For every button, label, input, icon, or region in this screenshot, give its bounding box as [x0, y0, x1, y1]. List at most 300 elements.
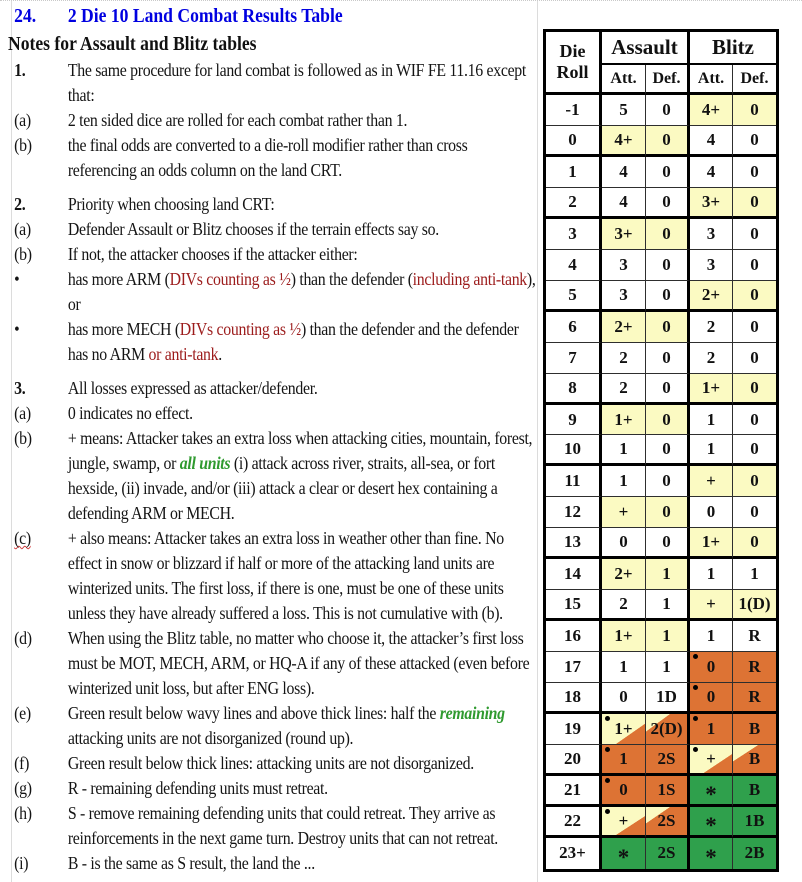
result-value: 4: [619, 191, 628, 211]
blitz-def-cell: [733, 714, 776, 745]
assault-def-cell: [646, 528, 690, 559]
result-value: 0: [662, 471, 671, 491]
result-value: 2+: [614, 564, 633, 584]
header-assault-def: Def.: [646, 65, 690, 95]
assault-def-cell: [646, 652, 690, 683]
result-value: 2S: [657, 748, 676, 768]
result-value: 2: [619, 594, 628, 614]
blitz-def-cell: [733, 219, 776, 250]
note-text: [68, 626, 536, 701]
blitz-att-cell: [690, 497, 733, 528]
note-plain-text: When using the Blitz table, no matter who choose it, the attacker’s first loss must be MOT, MECH, ARM, or HQ-A if any of these attacked (even before winterized unit loss, but after ENG loss).: [67, 628, 530, 698]
note-label: (b): [14, 428, 32, 448]
note-row: [8, 751, 536, 776]
die-roll-cell: 4: [546, 250, 602, 281]
assault-att-cell: [602, 157, 646, 188]
result-value: R: [748, 626, 761, 646]
die-roll-cell: 12: [546, 497, 602, 528]
assault-def-cell: [646, 188, 690, 219]
result-value: 2+: [614, 316, 633, 336]
result-value: 4+: [614, 129, 633, 149]
assault-def-cell: [646, 126, 690, 157]
assault-def-cell: [646, 219, 690, 250]
result-value: 1: [750, 564, 759, 584]
note-highlight-text: including anti-tank: [412, 269, 527, 289]
blitz-def-cell: [733, 188, 776, 219]
blitz-def-cell: [733, 590, 776, 621]
note-label: (d): [14, 628, 32, 648]
note-text: [68, 317, 536, 367]
assault-att-cell: [602, 281, 646, 312]
result-value: 1+: [614, 626, 633, 646]
blitz-def-cell: [733, 435, 776, 466]
result-value: 1: [706, 719, 716, 739]
result-value: 0: [662, 439, 671, 459]
assault-att-cell: [602, 188, 646, 219]
note-row: [8, 108, 536, 133]
note-text: [68, 851, 536, 876]
die-roll-cell: 18: [546, 683, 602, 714]
result-value: 0: [662, 347, 671, 367]
assault-def-cell: [646, 745, 690, 776]
assault-att-cell: [602, 683, 646, 714]
note-label: (a): [14, 403, 31, 423]
notes-list: [8, 58, 536, 876]
assault-att-cell: [602, 838, 646, 869]
blitz-att-cell: [690, 281, 733, 312]
note-text: [68, 701, 536, 751]
result-value: 0: [750, 502, 759, 522]
die-roll-cell: 16: [546, 621, 602, 652]
assault-att-cell: [602, 528, 646, 559]
result-value: 2: [619, 347, 628, 367]
note-plain-text: 2 ten sided dice are rolled for each combat rather than 1.: [67, 110, 408, 130]
note-plain-text: If not, the attacker chooses if the attacker either:: [67, 244, 358, 264]
result-value: 4: [706, 129, 716, 149]
assault-def-cell: [646, 621, 690, 652]
note-text: [68, 108, 536, 133]
result-value: 0: [662, 409, 671, 429]
note-text: [68, 401, 536, 426]
blitz-def-cell: [733, 374, 776, 405]
note-row: [8, 701, 536, 751]
note-text: [68, 426, 536, 526]
black-dot-marker: [693, 654, 698, 659]
die-roll-cell: 2: [546, 188, 602, 219]
blitz-def-cell: [733, 683, 776, 714]
result-value: 1+: [614, 719, 633, 739]
result-value: B: [748, 719, 761, 739]
blitz-att-cell: [690, 714, 733, 745]
result-value: 2: [619, 377, 628, 397]
header-assault-att: Att.: [602, 65, 646, 95]
note-highlight-text: remaining: [439, 703, 505, 723]
result-value: 2S: [657, 843, 676, 863]
note-row: [8, 801, 536, 851]
note-text: [68, 801, 536, 851]
result-value: *: [617, 845, 630, 871]
result-value: 0: [662, 502, 671, 522]
result-value: 0: [662, 223, 671, 243]
result-value: 0: [750, 471, 759, 491]
note-plain-text: .: [218, 344, 222, 364]
header-die-roll: [546, 32, 602, 95]
assault-att-cell: [602, 374, 646, 405]
note-label: (b): [14, 244, 32, 264]
blitz-def-cell: [733, 343, 776, 374]
note-plain-text: 0 indicates no effect.: [67, 403, 193, 423]
assault-att-cell: [602, 250, 646, 281]
note-plain-text: ) than the defender and the defender has no ARM: [67, 319, 519, 364]
assault-att-cell: [602, 776, 646, 807]
black-dot-marker: [605, 778, 610, 783]
assault-att-cell: [602, 559, 646, 590]
notes-subtitle: Notes for Assault and Blitz tables: [8, 33, 257, 55]
black-dot-marker: [693, 747, 698, 752]
result-value: +: [618, 810, 629, 830]
note-label: 3.: [14, 378, 26, 398]
result-value: 2B: [744, 843, 765, 863]
die-roll-cell: -1: [546, 95, 602, 126]
note-row: [8, 526, 536, 626]
note-plain-text: Green result below thick lines: attacking units are not disorganized.: [67, 753, 474, 773]
result-value: 0: [662, 99, 671, 119]
result-value: 0: [662, 377, 671, 397]
blitz-att-cell: [690, 435, 733, 466]
note-plain-text: Defender Assault or Blitz chooses if the terrain effects say so.: [67, 219, 439, 239]
result-value: 0: [662, 284, 671, 304]
result-value: 2+: [701, 284, 721, 304]
note-text: [68, 751, 536, 776]
blitz-att-cell: [690, 559, 733, 590]
die-roll-cell: 11: [546, 466, 602, 497]
note-label: (b): [14, 135, 32, 155]
die-roll-cell: 19: [546, 714, 602, 745]
assault-def-cell: [646, 683, 690, 714]
die-roll-cell: 20: [546, 745, 602, 776]
assault-def-cell: [646, 281, 690, 312]
note-label: (a): [14, 219, 31, 239]
assault-att-cell: [602, 466, 646, 497]
result-value: *: [705, 812, 717, 838]
result-value: 0: [619, 687, 628, 707]
section-number: 24.: [14, 5, 37, 27]
result-value: 0: [750, 99, 759, 119]
result-value: 1: [662, 657, 671, 677]
blitz-def-cell: [733, 621, 776, 652]
assault-def-cell: [646, 559, 690, 590]
blitz-att-cell: [690, 838, 733, 869]
result-value: 1+: [701, 532, 721, 552]
note-row: [8, 217, 536, 242]
result-value: *: [705, 845, 717, 871]
note-text: [68, 242, 536, 267]
blitz-def-cell: [733, 776, 776, 807]
note-plain-text: + means: Attacker takes an extra loss when attacking cities, mountain, forest, jungle, swamp, or: [67, 428, 533, 473]
page-title-text: 2 Die 10 Land Combat Results Table: [67, 5, 343, 27]
die-roll-cell: 10: [546, 435, 602, 466]
black-dot-marker: [605, 716, 610, 721]
note-row: [8, 317, 536, 367]
note-row: [8, 401, 536, 426]
blitz-def-cell: [733, 405, 776, 436]
result-value: 1: [619, 471, 628, 491]
assault-def-cell: [646, 807, 690, 838]
die-roll-cell: 3: [546, 219, 602, 250]
die-roll-cell: 5: [546, 281, 602, 312]
result-value: 1: [619, 748, 628, 768]
blitz-att-cell: [690, 188, 733, 219]
result-value: R: [748, 687, 761, 707]
die-roll-cell: 22: [546, 807, 602, 838]
assault-def-cell: [646, 714, 690, 745]
note-row: [8, 242, 536, 267]
result-value: +: [706, 471, 716, 491]
note-plain-text: has more ARM (: [67, 269, 170, 289]
note-plain-text: ) than the defender (: [290, 269, 413, 289]
result-value: 1B: [744, 810, 765, 830]
result-value: 1: [619, 439, 628, 459]
note-row: [8, 776, 536, 801]
blitz-def-cell: [733, 95, 776, 126]
margin-guide-line: [537, 1, 538, 882]
blitz-att-cell: [690, 219, 733, 250]
note-text: [68, 192, 536, 217]
blitz-att-cell: [690, 652, 733, 683]
assault-def-cell: [646, 776, 690, 807]
blitz-att-cell: [690, 590, 733, 621]
note-text: [68, 58, 536, 108]
note-row: [8, 267, 536, 317]
note-plain-text: S - remove remaining defending units that could retreat. They arrive as reinforcements in the next game turn. Destroy units that can not retreat.: [67, 803, 498, 848]
result-value: 2: [706, 316, 716, 336]
result-value: 0: [750, 409, 759, 429]
note-label: (h): [14, 803, 32, 823]
notes-column: [8, 3, 536, 876]
note-text: [68, 217, 536, 242]
result-value: 1: [706, 564, 716, 584]
result-value: 0: [750, 129, 759, 149]
result-value: *: [705, 781, 717, 807]
blitz-att-cell: [690, 405, 733, 436]
result-value: 0: [750, 532, 759, 552]
blitz-att-cell: [690, 157, 733, 188]
header-blitz-def: Def.: [733, 65, 776, 95]
result-value: 3+: [614, 223, 633, 243]
result-value: 0: [662, 532, 671, 552]
result-value: 3+: [701, 191, 721, 211]
result-value: 1S: [657, 779, 676, 799]
result-value: B: [748, 779, 761, 799]
die-roll-cell: 0: [546, 126, 602, 157]
die-roll-cell: 7: [546, 343, 602, 374]
result-value: 1(D): [738, 594, 771, 614]
note-plain-text: Green result below wavy lines and above thick lines: half the: [67, 703, 440, 723]
page-title: [8, 3, 536, 30]
assault-att-cell: [602, 590, 646, 621]
assault-att-cell: [602, 621, 646, 652]
note-label: (a): [14, 110, 31, 130]
note-highlight-text: or anti-tank: [148, 344, 219, 364]
assault-att-cell: [602, 807, 646, 838]
result-value: 0: [706, 687, 716, 707]
note-plain-text: + also means: Attacker takes an extra loss in weather other than fine. No effect in snow or blizzard if half or more of the attacking land units are winterized units. The first loss, if there is one, must be one of these units unless they have already suffered a loss. This is not cumulative with (b).: [67, 528, 504, 623]
header-die-roll-line: Roll: [556, 62, 589, 82]
header-assault: Assault: [602, 32, 690, 65]
note-text: [68, 267, 536, 317]
note-row: [8, 192, 536, 217]
assault-def-cell: [646, 95, 690, 126]
blitz-att-cell: [690, 745, 733, 776]
assault-att-cell: [602, 714, 646, 745]
result-value: +: [706, 748, 716, 768]
assault-def-cell: [646, 250, 690, 281]
note-label: •: [14, 319, 20, 339]
note-highlight-text: DIVs counting as ½: [179, 319, 301, 339]
result-value: 3: [706, 254, 716, 274]
result-value: R: [748, 657, 761, 677]
note-label: 2.: [14, 194, 26, 214]
note-plain-text: B - is the same as S result, the land the ...: [67, 853, 315, 873]
black-dot-marker: [693, 685, 698, 690]
note-text: [68, 776, 536, 801]
blitz-att-cell: [690, 528, 733, 559]
note-label: (g): [14, 778, 32, 798]
note-label: (e): [14, 703, 31, 723]
result-value: 4+: [701, 99, 721, 119]
blitz-att-cell: [690, 343, 733, 374]
assault-def-cell: [646, 435, 690, 466]
note-plain-text: (i) attack across river, straits, all-sea, or fort hexside, (ii) invade, and/or (iii) attack a clear or desert hex containing a defending ARM or MECH.: [67, 453, 498, 523]
blitz-att-cell: [690, 95, 733, 126]
note-plain-text: The same procedure for land combat is followed as in WIF FE 11.16 except that:: [67, 60, 527, 105]
die-roll-cell: 21: [546, 776, 602, 807]
blitz-def-cell: [733, 652, 776, 683]
blitz-def-cell: [733, 126, 776, 157]
result-value: 5: [619, 99, 628, 119]
result-value: 1: [662, 626, 671, 646]
assault-att-cell: [602, 405, 646, 436]
assault-def-cell: [646, 157, 690, 188]
die-roll-cell: 15: [546, 590, 602, 621]
blitz-att-cell: [690, 250, 733, 281]
blitz-att-cell: [690, 807, 733, 838]
note-label: •: [14, 269, 20, 289]
header-die-roll-line: Die: [559, 41, 586, 62]
note-row: [8, 426, 536, 526]
assault-def-cell: [646, 466, 690, 497]
result-value: 0: [662, 161, 671, 181]
die-roll-cell: 1: [546, 157, 602, 188]
note-row: [8, 626, 536, 701]
blitz-def-cell: [733, 312, 776, 343]
note-label: (c): [14, 528, 31, 548]
result-value: 1: [706, 439, 716, 459]
assault-def-cell: [646, 374, 690, 405]
result-value: 1: [706, 409, 716, 429]
result-value: 0: [750, 161, 759, 181]
assault-def-cell: [646, 343, 690, 374]
note-label: (i): [14, 853, 29, 873]
black-dot-marker: [693, 716, 698, 721]
result-value: 0: [750, 284, 759, 304]
result-value: 1: [619, 657, 628, 677]
blitz-def-cell: [733, 528, 776, 559]
result-value: 2S: [657, 810, 676, 830]
blitz-def-cell: [733, 745, 776, 776]
result-value: 0: [706, 657, 716, 677]
note-plain-text: Priority when choosing land CRT:: [67, 194, 275, 214]
blitz-def-cell: [733, 497, 776, 528]
result-value: 0: [662, 129, 671, 149]
assault-att-cell: [602, 745, 646, 776]
result-value: 1+: [701, 377, 721, 397]
die-roll-cell: 17: [546, 652, 602, 683]
result-value: 3: [619, 254, 628, 274]
header-blitz: Blitz: [690, 32, 776, 65]
die-roll-cell: 14: [546, 559, 602, 590]
blitz-def-cell: [733, 250, 776, 281]
note-plain-text: All losses expressed as attacker/defender.: [67, 378, 318, 398]
note-text: [68, 133, 536, 183]
black-dot-marker: [605, 747, 610, 752]
note-plain-text: has more MECH (: [67, 319, 180, 339]
blitz-att-cell: [690, 312, 733, 343]
result-value: B: [748, 748, 761, 768]
note-text: [68, 526, 536, 626]
note-label: (f): [14, 753, 30, 773]
result-value: 0: [750, 316, 759, 336]
assault-att-cell: [602, 95, 646, 126]
result-value: 4: [619, 161, 628, 181]
result-value: 3: [706, 223, 716, 243]
result-value: 0: [750, 254, 759, 274]
blitz-att-cell: [690, 683, 733, 714]
blitz-def-cell: [733, 157, 776, 188]
blitz-att-cell: [690, 621, 733, 652]
black-dot-marker: [605, 809, 610, 814]
blitz-att-cell: [690, 126, 733, 157]
note-row: [8, 133, 536, 183]
result-value: 2(D): [650, 719, 683, 739]
blitz-att-cell: [690, 776, 733, 807]
assault-def-cell: [646, 405, 690, 436]
blitz-def-cell: [733, 466, 776, 497]
die-roll-cell: 8: [546, 374, 602, 405]
result-value: 0: [662, 191, 671, 211]
die-roll-cell: 23+: [546, 838, 602, 869]
result-value: 0: [662, 316, 671, 336]
result-value: 0: [750, 377, 759, 397]
result-value: 1D: [656, 687, 677, 707]
result-value: 0: [750, 191, 759, 211]
result-value: 0: [706, 502, 716, 522]
blitz-def-cell: [733, 807, 776, 838]
note-highlight-text: DIVs counting as ½: [169, 269, 291, 289]
note-plain-text: ), or: [67, 269, 536, 314]
result-value: 0: [619, 532, 628, 552]
combat-results-table: [543, 29, 779, 872]
note-highlight-text: all units: [179, 453, 231, 473]
result-value: 0: [750, 347, 759, 367]
note-plain-text: the final odds are converted to a die-roll modifier rather than cross referencing an odds column on the land CRT.: [67, 135, 468, 180]
result-value: 1: [706, 626, 716, 646]
blitz-def-cell: [733, 281, 776, 312]
assault-att-cell: [602, 652, 646, 683]
assault-def-cell: [646, 497, 690, 528]
blitz-def-cell: [733, 559, 776, 590]
die-roll-cell: 6: [546, 312, 602, 343]
